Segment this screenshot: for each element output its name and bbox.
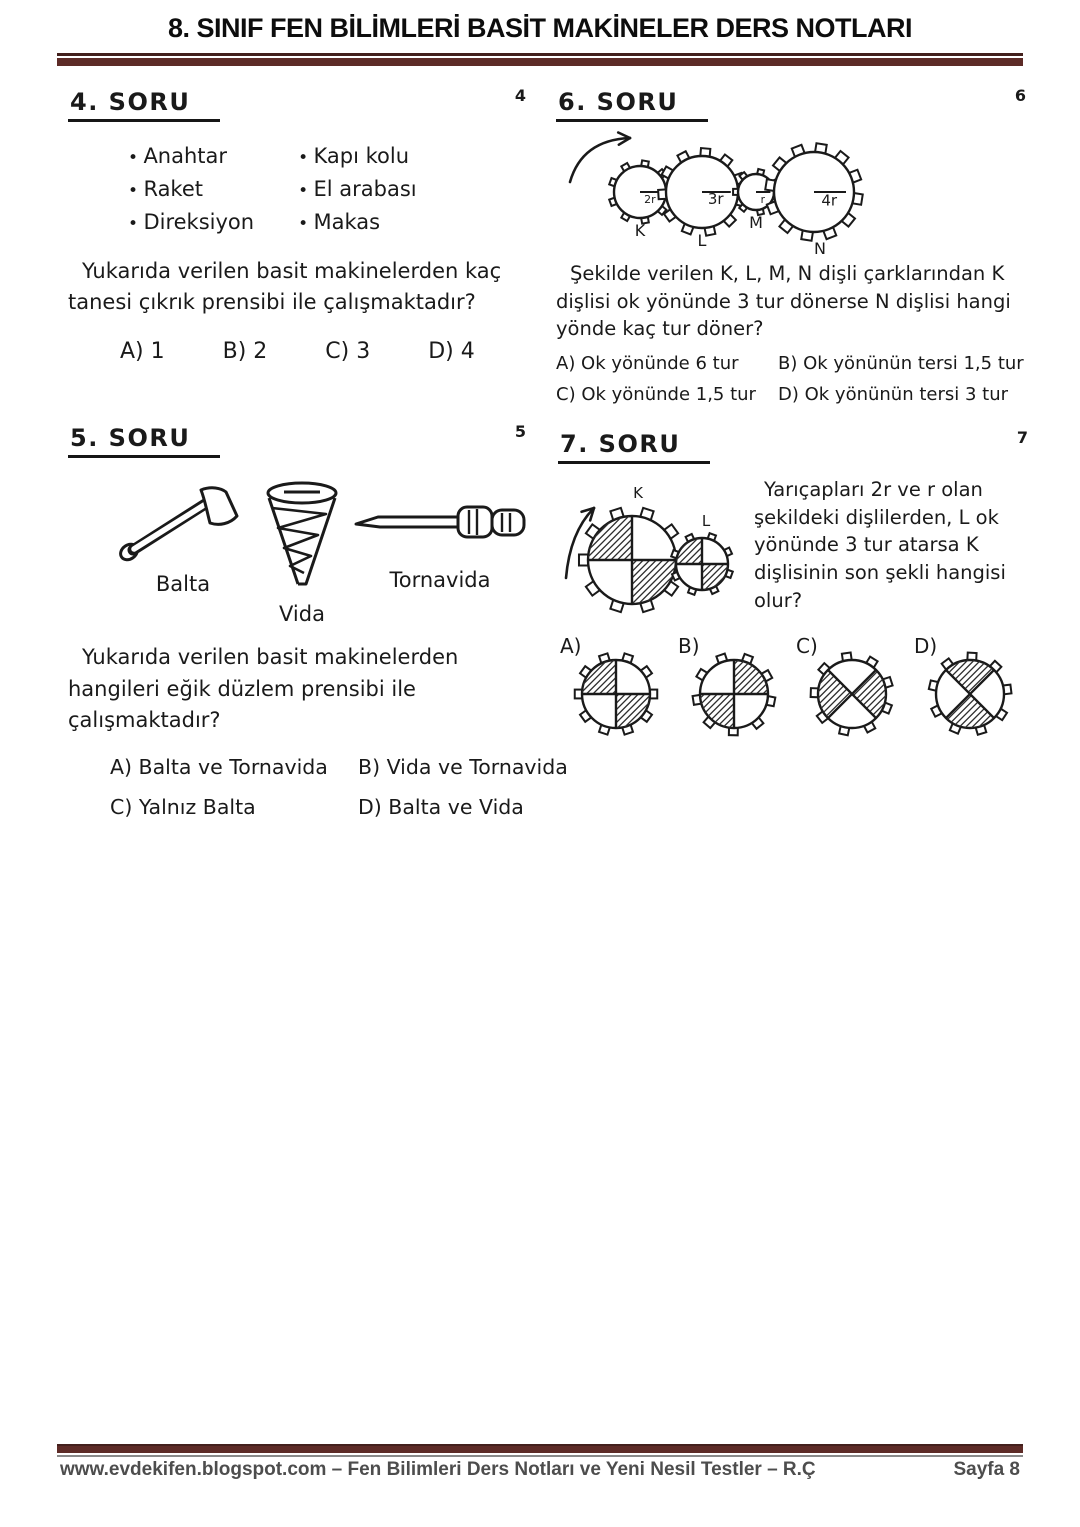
q5-option-a: A) Balta ve Tornavida [110,754,328,779]
q4-option-c: C) 3 [325,338,371,364]
question-4 [68,88,530,364]
question-4-head [68,88,530,130]
q4-option-a: A) 1 [120,338,165,364]
q7-option-a [560,634,666,746]
header-rule [57,53,1023,66]
q7-option-d [914,634,1020,746]
q7-gear-pair-diagram [558,472,746,624]
q7-option-c-label: C) [796,634,818,658]
question-6-heading: 6. SORU [556,88,708,122]
footer-rule-thick [57,1444,1023,1453]
q6-question-text: Şekilde verilen K, L, M, N dişli çarklarından K dişlisi ok yönünde 3 tur dönerse N dişlisi hangi yönde kaç tur döner? [556,262,1011,341]
question-7-corner-number: 7 [1016,428,1028,447]
q7-question-text: Yarıçapları 2r ve r olan şekildeki dişlilerden, L ok yönünde 3 tur atarsa K dişlisinin son şekli hangisi olur? [754,478,1006,612]
header-rule-thin [57,53,1023,56]
q4-question-text: Yukarıda verilen basit makinelerden kaç tanesi çıkrık prensibi ile çalışmaktadır? [68,258,502,315]
q4-item-list-right [298,140,417,240]
svg-text:L: L [697,231,707,250]
list-item: • Raket [128,173,254,206]
list-item: • El arabası [298,173,417,206]
header-rule-thick [57,58,1023,66]
q7-options [560,634,1032,746]
q7-option-b-label: B) [678,634,700,658]
q4-option-b: B) 2 [222,338,268,364]
axe-label: Balta [155,572,211,596]
screwdriver-label: Tornavida [389,568,491,592]
q4-item-columns [128,140,530,240]
q5-option-b: B) Vida ve Tornavida [358,754,568,779]
svg-text:r: r [760,194,766,206]
q4-options [120,339,530,364]
axe-figure [112,478,254,596]
footer [60,1459,1020,1481]
q4-item-list-left [128,140,254,240]
q6-option-d: D) Ok yönünün tersi 3 tur [778,384,1009,406]
q7-option-a-label: A) [560,634,582,658]
question-5-head [68,424,530,466]
question-5-heading: 5. SORU [68,424,220,458]
screwdriver-figure [350,478,530,592]
q6-option-a: A) Ok yönünde 6 tur [556,353,739,375]
list-item: • Anahtar [128,140,254,173]
screw-figure [254,478,350,626]
question-5 [68,422,568,819]
q5-option-d: D) Balta ve Vida [358,794,524,819]
svg-text:L: L [701,512,711,530]
screwdriver-drawing [350,494,530,546]
footer-page-number: Sayfa 8 [953,1459,1020,1480]
q6-option-c: C) Ok yönünde 1,5 tur [556,384,756,406]
svg-text:K: K [634,221,646,240]
question-6-corner-number: 6 [1014,86,1026,105]
question-5-corner-number: 5 [514,422,526,441]
screw-label: Vida [279,602,325,626]
footer-site-text: www.evdekifen.blogspot.com – Fen Bilimleri Ders Notları ve Yeni Nesil Testler – R.Ç [60,1459,816,1480]
svg-text:M: M [749,213,763,232]
q7-diagram-row [558,472,1032,624]
footer-rule-thin [57,1455,1023,1457]
axe-drawing [113,478,253,566]
question-7-heading: 7. SORU [558,430,710,464]
svg-text:4r: 4r [821,191,838,210]
list-item: • Kapı kolu [298,140,417,173]
q5-figures [112,478,530,626]
q6-gear-train-diagram [556,130,1030,256]
q6-option-b: B) Ok yönünün tersi 1,5 tur [778,353,1024,375]
question-7-head [558,430,1032,472]
footer-rule [57,1444,1023,1457]
question-4-corner-number: 4 [514,86,526,105]
q5-option-c: C) Yalnız Balta [110,794,256,819]
q5-question-text: Yukarıda verilen basit makinelerden hangileri eğik düzlem prensibi ile çalışmaktadır? [68,645,459,732]
list-item: • Makas [298,206,417,239]
question-6-head [556,88,1030,130]
q7-option-b [678,634,784,746]
q6-options [556,353,1030,405]
svg-text:2r: 2r [644,193,656,206]
question-7 [558,430,1032,746]
q7-option-c [796,634,902,746]
svg-text:K: K [633,484,643,502]
q4-option-d: D) 4 [428,338,475,364]
svg-text:N: N [814,239,826,256]
page-title: 8. SINIF FEN BİLİMLERİ BASİT MAKİNELER DERS NOTLARI [167,13,912,43]
question-6 [556,88,1030,405]
screw-drawing [254,478,350,596]
list-item: • Direksiyon [128,206,254,239]
q5-options [110,754,568,819]
q7-option-d-label: D) [914,634,938,658]
question-4-heading: 4. SORU [68,88,220,122]
svg-text:3r: 3r [707,190,724,209]
